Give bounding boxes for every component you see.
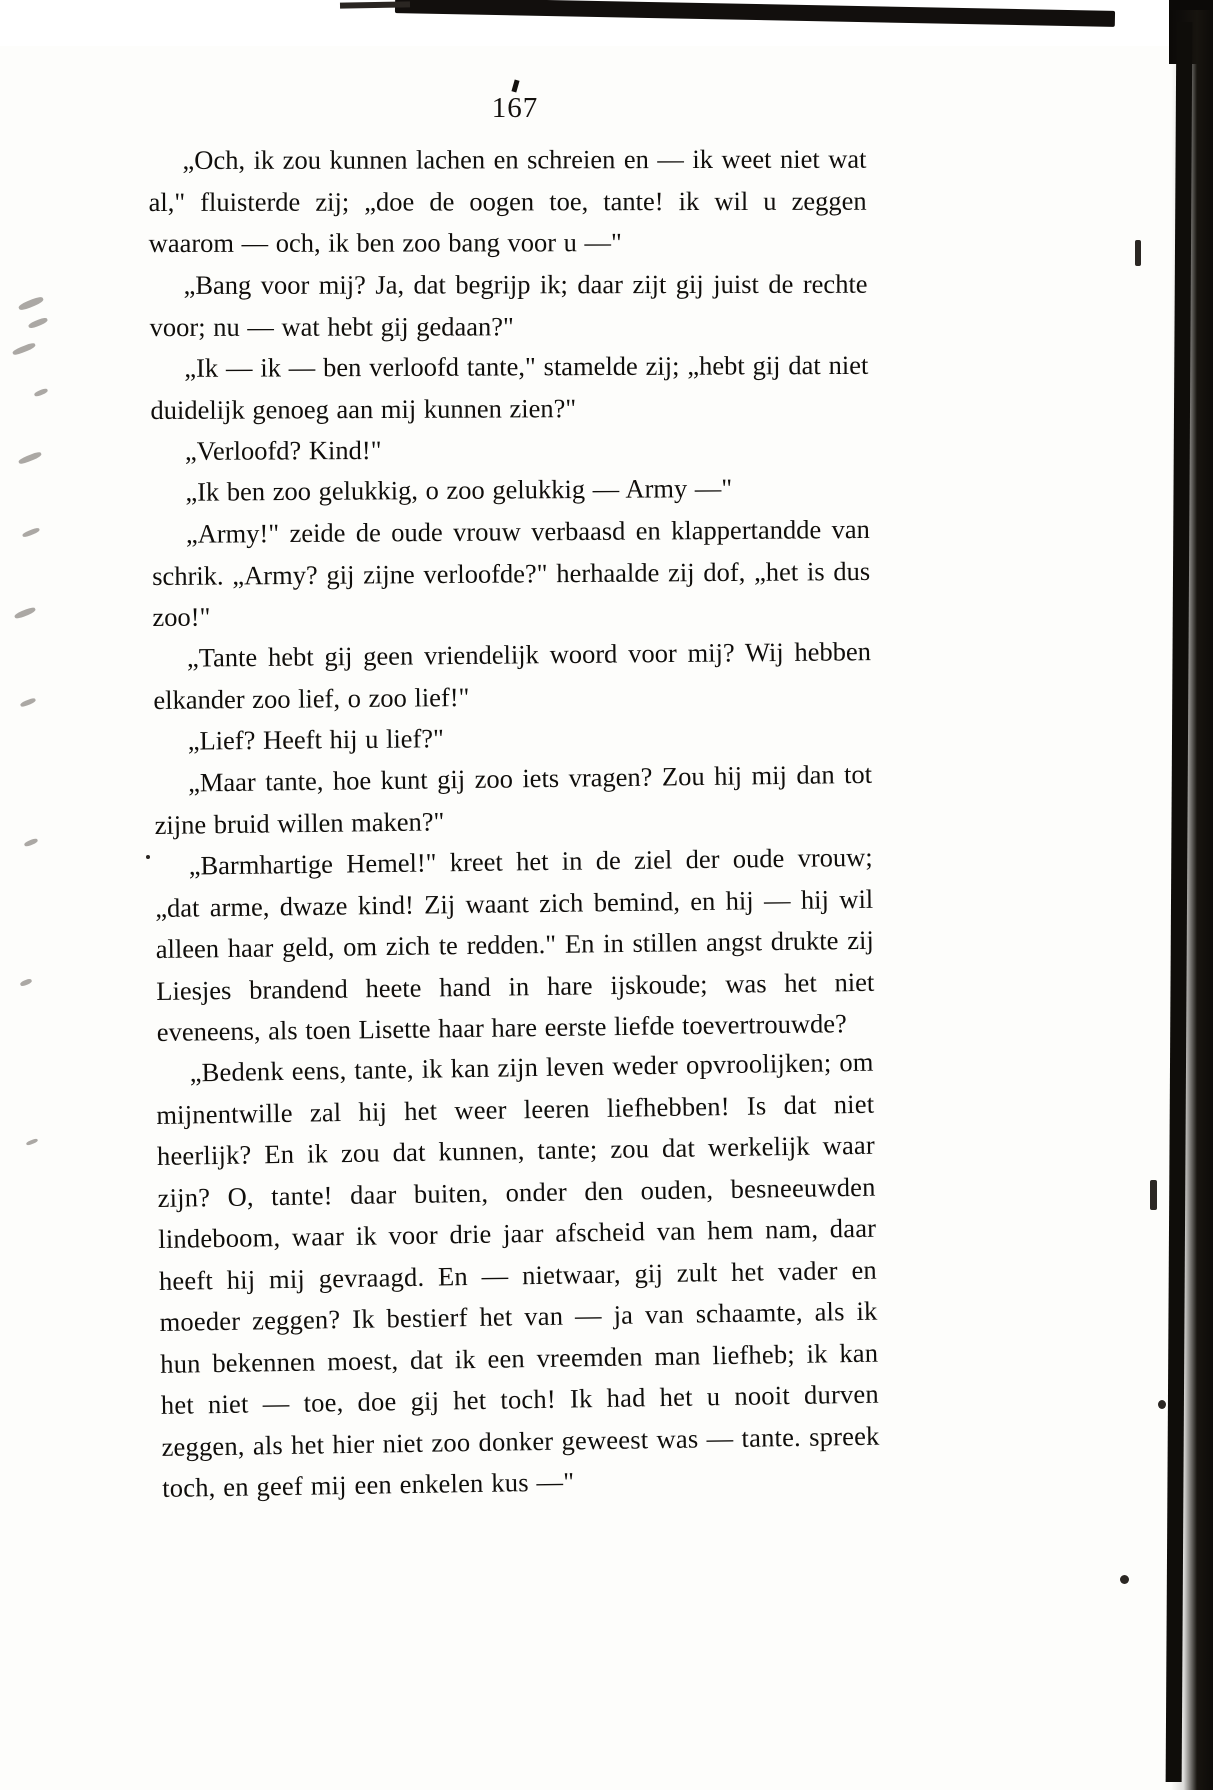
- page-text-body: [148, 133, 879, 1509]
- scan-tick-mark: [511, 80, 519, 93]
- scan-speck: [1158, 1400, 1166, 1409]
- page-number: [0, 92, 1030, 125]
- scan-rule-mark: [352, 2, 400, 7]
- paragraph: „Barmhartige Hemel!" kreet het in de ziel der oude vrouw; „dat arme, dwaze kind! Zij waant zich bemind, en hij — hij wil alleen haar geld, om zich te redden." En in stillen angst drukte zij Liesjes brandend heete hand in hare ijskoude; was het niet eveneens, als toen Lisette haar hare eerste liefde toevertrouwde?: [155, 841, 875, 1047]
- paragraph: „Bedenk eens, tante, ik kan zijn leven weder opvroolijken; om mijnentwille zal hij het weer leeren liefhebben! Is dat niet heerlijk? En ik zou dat kunnen, tante; zou dat werkelijk waar zijn? O, tante! daar buiten, onder den ouden, besneeuwden lindeboom, waar ik voor drie jaar afscheid van hem nam, daar heeft hij mij gevraagd. En — nietwaar, gij zult het vader en moeder zeggen? Ik bestierf het van — ja van schaamte, als ik hun bekennen moest, dat ik een vreemden man liefheb; ik kan het niet — toe, doe gij het toch! Ik had het u nooit durven zeggen, als het hier niet zoo donker geweest was — tante. spreek toch, en geef mij een enkelen kus —": [156, 1046, 880, 1503]
- paragraph: „Maar tante, hoe kunt gij zoo iets vragen? Zou hij mij dan tot zijne bruid willen maken?": [154, 758, 873, 839]
- paragraph: „Lief? Heeft hij u lief?": [187, 723, 445, 756]
- scan-speck: [1135, 240, 1141, 266]
- scan-top-edge-artifact: [0, 0, 1213, 46]
- paragraph: „Bang voor mij? Ja, dat begrijp ik; daar zijt gij juist de rechte voor; nu — wat hebt gij gedaan?": [149, 268, 868, 341]
- paragraph: „Ik ben zoo gelukkig, o zoo gelukkig — Army —": [185, 472, 733, 507]
- paragraph: „Verloofd? Kind!": [184, 434, 382, 466]
- scan-speck: [1120, 1575, 1129, 1584]
- paragraph: „Och, ik zou kunnen lachen en schreien en — ik weet niet wat al," fluisterde zij; „doe de oogen toe, tante! ik wil u zeggen waarom — och, ik ben zoo bang voor u —": [148, 143, 867, 258]
- scan-speck: [1150, 1180, 1157, 1210]
- paragraph: „Army!" zeide de oude vrouw verbaasd en klappertandde van schrik. „Army? gij zijne verloofde?" herhaalde zij dof, „het is dus zoo!": [152, 513, 871, 632]
- stray-ink-dot: [146, 855, 150, 859]
- paragraph: „Ik — ik — ben verloofd tante," stamelde zij; „hebt gij dat niet duidelijk genoeg aan mij kunnen zien?": [150, 349, 869, 424]
- page-number-value: 167: [491, 92, 539, 124]
- scan-left-margin-smudges: [0, 280, 60, 1280]
- paragraph: „Tante hebt gij geen vriendelijk woord voor mij? Wij hebben elkander zoo lief, o zoo lief!": [153, 636, 872, 715]
